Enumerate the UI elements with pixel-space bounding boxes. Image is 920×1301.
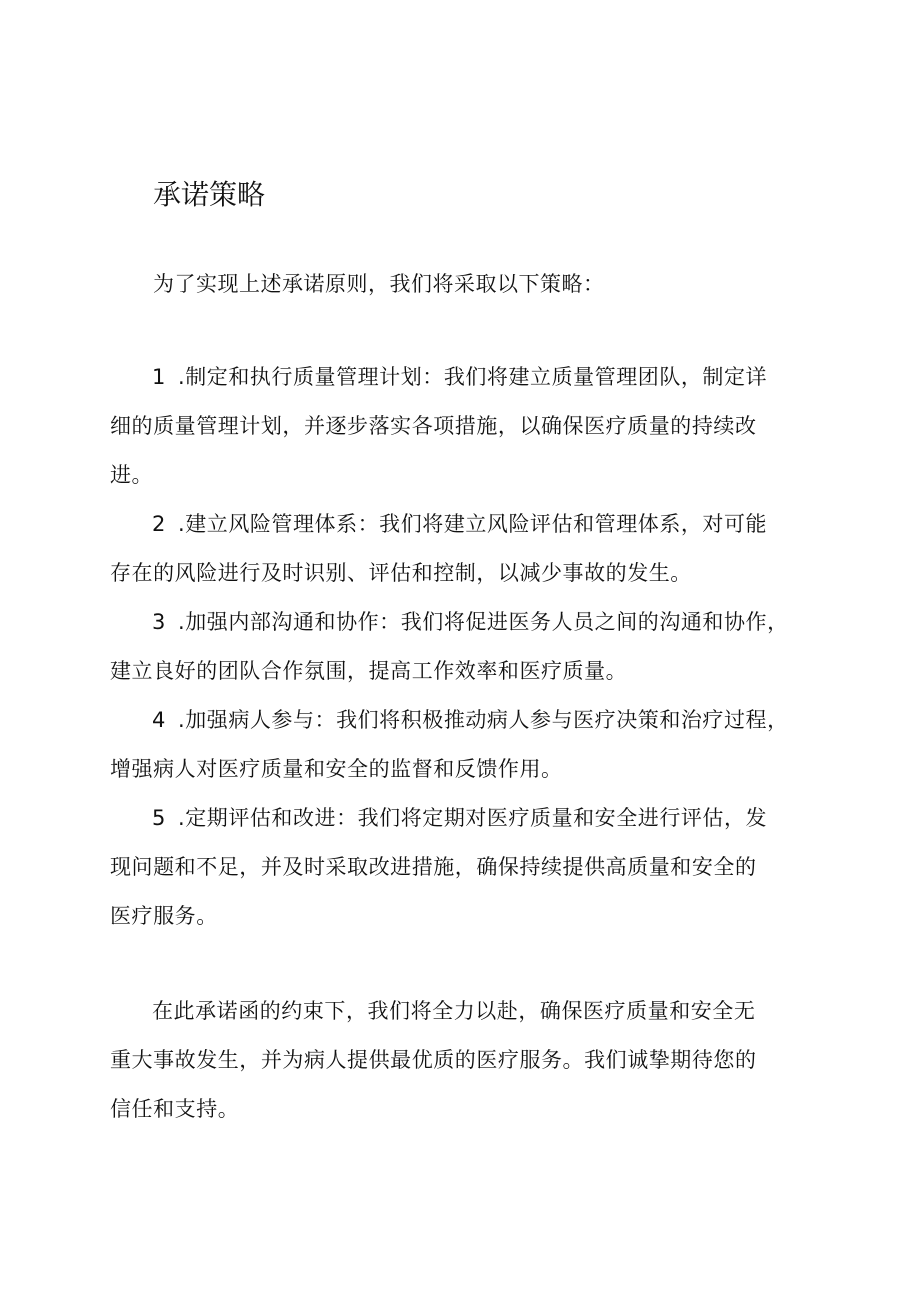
strategy-item-line: 现问题和不足，并及时采取改进措施，确保持续提供高质量和安全的	[110, 855, 757, 879]
strategy-item-line	[110, 696, 810, 745]
strategy-item-3	[110, 598, 810, 696]
item-text: .加强内部沟通和协作：我们将促进医务人员之间的沟通和协作，	[178, 610, 789, 634]
strategy-item-line: 进。	[110, 463, 154, 487]
item-text: .制定和执行质量管理计划：我们将建立质量管理团队，制定详	[178, 365, 768, 389]
page-title: 承诺策略	[153, 178, 266, 211]
item-text: .加强病人参与：我们将积极推动病人参与医疗决策和治疗过程，	[178, 708, 789, 732]
strategy-item-4	[110, 696, 810, 794]
item-number: 3	[152, 610, 166, 634]
strategy-item-line: 存在的风险进行及时识别、评估和控制，以减少事故的发生。	[110, 561, 692, 585]
strategy-item-line: 建立良好的团队合作氛围，提高工作效率和医疗质量。	[110, 659, 628, 683]
closing-line: 信任和支持。	[110, 1097, 240, 1121]
item-number: 4	[152, 708, 166, 732]
closing-paragraph	[110, 987, 810, 1134]
strategy-item-line: 细的质量管理计划，并逐步落实各项措施，以确保医疗质量的持续改	[110, 414, 757, 438]
item-text: .定期评估和改进：我们将定期对医疗质量和安全进行评估，发	[178, 806, 768, 830]
item-text: .建立风险管理体系：我们将建立风险评估和管理体系，对可能	[178, 512, 768, 536]
intro-paragraph: 为了实现上述承诺原则，我们将采取以下策略：	[153, 272, 605, 296]
strategy-item-1	[110, 353, 810, 500]
item-number: 2	[152, 512, 166, 536]
closing-line: 重大事故发生，并为病人提供最优质的医疗服务。我们诚挚期待您的	[110, 1048, 757, 1072]
strategy-item-line	[110, 598, 810, 647]
strategy-item-line	[110, 500, 810, 549]
strategy-item-line: 医疗服务。	[110, 904, 218, 928]
item-number: 1	[152, 365, 166, 389]
strategy-item-5	[110, 794, 810, 941]
strategy-item-line: 增强病人对医疗质量和安全的监督和反馈作用。	[110, 757, 563, 781]
strategy-item-2	[110, 500, 810, 598]
item-number: 5	[152, 806, 166, 830]
strategy-item-line	[110, 794, 810, 843]
strategy-item-line	[110, 353, 810, 402]
closing-line: 在此承诺函的约束下，我们将全力以赴，确保医疗质量和安全无	[152, 999, 756, 1023]
